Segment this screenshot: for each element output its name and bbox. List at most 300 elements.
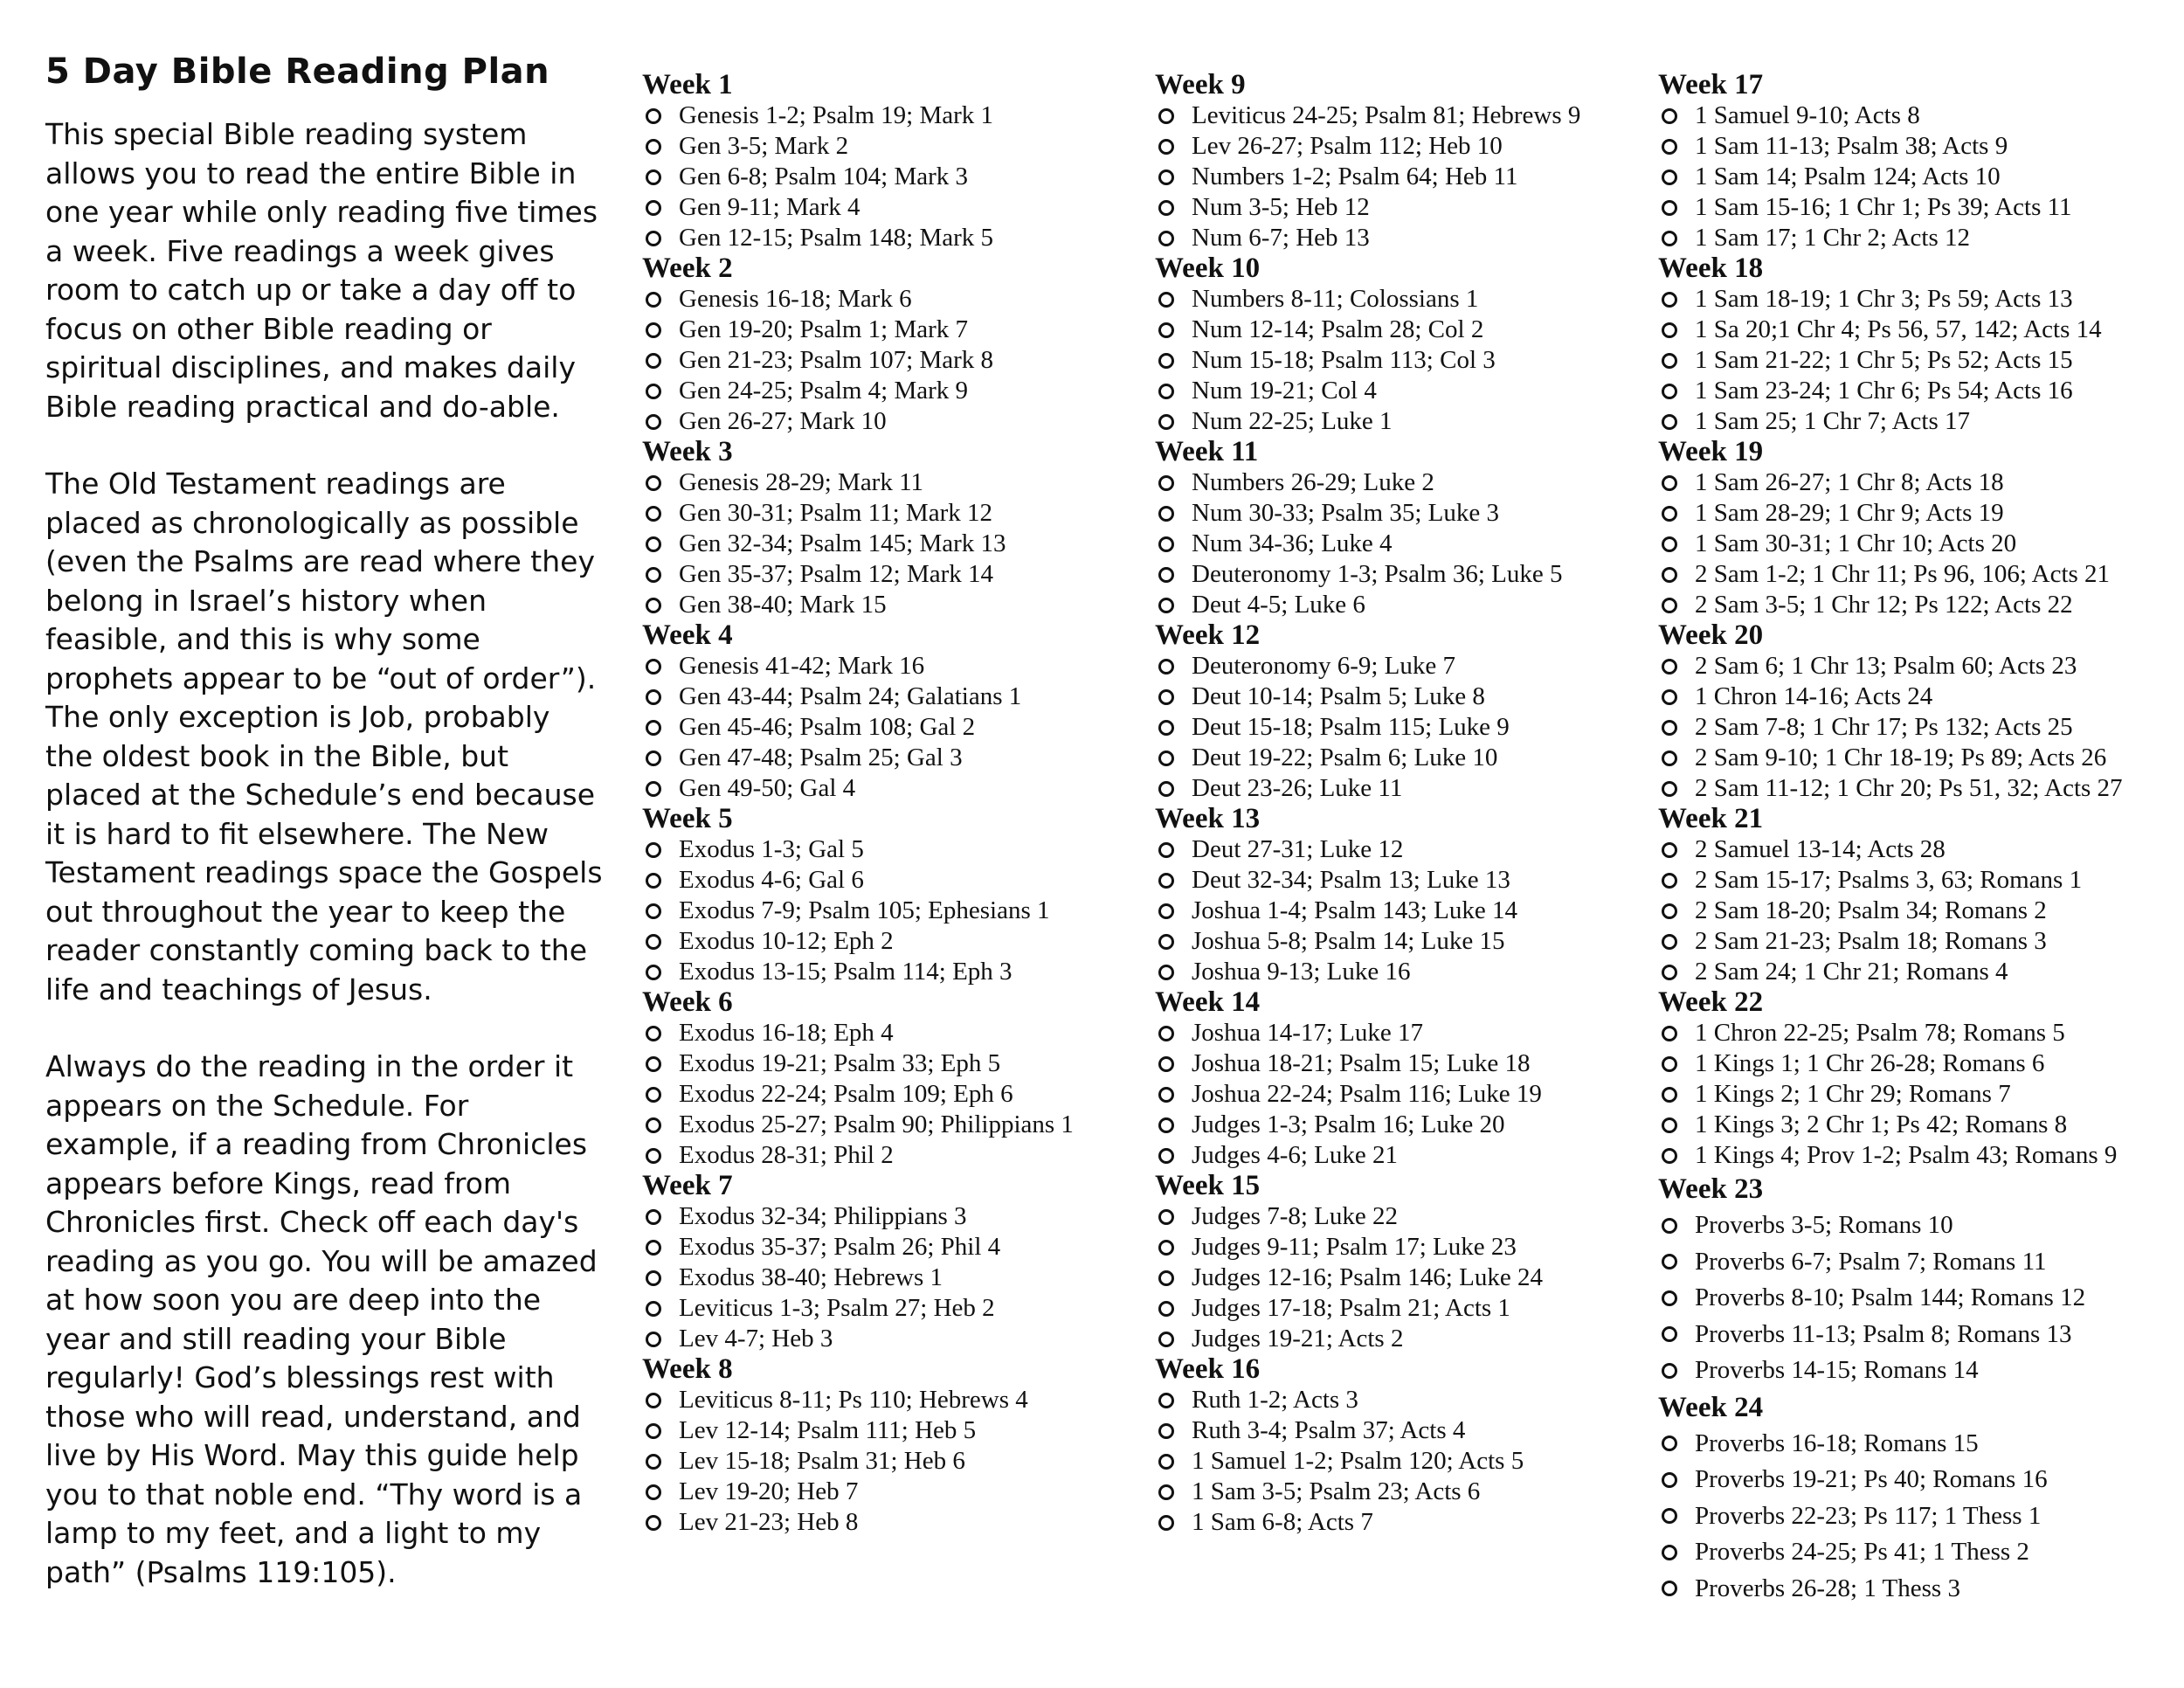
checkbox-circle-icon[interactable]	[1158, 139, 1174, 155]
checkbox-circle-icon[interactable]	[1158, 873, 1174, 889]
checkbox-circle-icon[interactable]	[646, 1454, 661, 1470]
reading-text: Judges 12-16; Psalm 146; Luke 24	[1192, 1263, 1543, 1291]
reading-text: 1 Sa 20;1 Chr 4; Ps 56, 57, 142; Acts 14	[1695, 315, 2102, 343]
checkbox-circle-icon[interactable]	[1158, 1423, 1174, 1439]
checkbox-circle-icon[interactable]	[646, 781, 661, 797]
reading-text: Joshua 18-21; Psalm 15; Luke 18	[1192, 1049, 1531, 1077]
reading-text: Deut 4-5; Luke 6	[1192, 591, 1365, 619]
week-block	[1155, 253, 1580, 437]
checkbox-circle-icon[interactable]	[1662, 1581, 1677, 1596]
checkbox-circle-icon[interactable]	[1662, 1254, 1677, 1269]
checkbox-circle-icon[interactable]	[1662, 873, 1677, 889]
checkbox-circle-icon[interactable]	[1158, 1484, 1174, 1500]
reading-text: 1 Sam 30-31; 1 Chr 10; Acts 20	[1695, 529, 2017, 557]
checkbox-circle-icon[interactable]	[646, 1270, 661, 1286]
checkbox-circle-icon[interactable]	[1158, 1332, 1174, 1347]
checkbox-circle-icon[interactable]	[1158, 1148, 1174, 1164]
reading-entry	[1155, 957, 1580, 987]
reading-entry	[1155, 1263, 1580, 1293]
reading-text: Gen 12-15; Psalm 148; Mark 5	[679, 224, 994, 252]
checkbox-circle-icon[interactable]	[1662, 1117, 1677, 1133]
checkbox-circle-icon[interactable]	[1662, 842, 1677, 858]
checkbox-circle-icon[interactable]	[646, 108, 661, 124]
reading-entry	[1155, 1415, 1580, 1446]
reading-text: Genesis 1-2; Psalm 19; Mark 1	[679, 101, 994, 129]
reading-text: Gen 45-46; Psalm 108; Gal 2	[679, 713, 976, 741]
checkbox-circle-icon[interactable]	[646, 506, 661, 522]
reading-entry	[1155, 1201, 1580, 1232]
checkbox-circle-icon[interactable]	[1662, 1218, 1677, 1234]
week-block	[1658, 987, 2123, 1171]
reading-entry	[642, 1263, 1074, 1293]
reading-text: Proverbs 26-28; 1 Thess 3	[1695, 1574, 1960, 1602]
reading-text: 2 Sam 1-2; 1 Chr 11; Ps 96, 106; Acts 21	[1695, 560, 2111, 588]
page-title: 5 Day Bible Reading Plan	[45, 52, 550, 92]
reading-text: 1 Sam 3-5; Psalm 23; Acts 6	[1192, 1477, 1481, 1505]
reading-text: Exodus 4-6; Gal 6	[679, 866, 864, 894]
reading-entry	[1658, 223, 2123, 253]
reading-entry	[642, 896, 1074, 926]
reading-text: Gen 9-11; Mark 4	[679, 193, 860, 221]
week-title: Week 5	[642, 803, 733, 834]
week-block	[1155, 1171, 1580, 1354]
checkbox-circle-icon[interactable]	[1662, 475, 1677, 491]
reading-text: 1 Sam 14; Psalm 124; Acts 10	[1695, 163, 2001, 190]
checkbox-circle-icon[interactable]	[1158, 567, 1174, 583]
reading-text: Exodus 13-15; Psalm 114; Eph 3	[679, 958, 1013, 986]
reading-text: Leviticus 1-3; Psalm 27; Heb 2	[679, 1294, 995, 1322]
reading-text: 1 Kings 3; 2 Chr 1; Ps 42; Romans 8	[1695, 1110, 2068, 1138]
reading-text: 2 Sam 7-8; 1 Chr 17; Ps 132; Acts 25	[1695, 713, 2073, 741]
checkbox-circle-icon[interactable]	[1662, 292, 1677, 308]
reading-entry	[642, 1048, 1074, 1079]
reading-entry	[1658, 1426, 2123, 1463]
reading-entry	[1658, 1244, 2123, 1281]
reading-text: Gen 3-5; Mark 2	[679, 132, 849, 160]
reading-text: Numbers 26-29; Luke 2	[1192, 468, 1434, 496]
reading-entry	[1658, 376, 2123, 406]
checkbox-circle-icon[interactable]	[1662, 1508, 1677, 1524]
checkbox-circle-icon[interactable]	[646, 1148, 661, 1164]
reading-entry	[1155, 559, 1580, 590]
reading-entry	[1155, 712, 1580, 743]
reading-text: Gen 43-44; Psalm 24; Galatians 1	[679, 682, 1022, 710]
checkbox-circle-icon[interactable]	[1662, 1472, 1677, 1488]
reading-text: Num 3-5; Heb 12	[1192, 193, 1370, 221]
reading-entry	[642, 162, 1074, 192]
reading-entry	[1658, 100, 2123, 131]
reading-text: Deut 27-31; Luke 12	[1192, 835, 1404, 863]
reading-text: Joshua 9-13; Luke 16	[1192, 958, 1411, 986]
checkbox-circle-icon[interactable]	[1662, 751, 1677, 766]
reading-entry	[1658, 712, 2123, 743]
reading-entry	[1155, 345, 1580, 376]
reading-text: Exodus 38-40; Hebrews 1	[679, 1263, 943, 1291]
reading-entry	[642, 559, 1074, 590]
week-block	[642, 1171, 1074, 1354]
reading-text: Gen 21-23; Psalm 107; Mark 8	[679, 346, 994, 374]
checkbox-circle-icon[interactable]	[1662, 659, 1677, 675]
reading-entry	[642, 1385, 1074, 1415]
reading-text: Gen 38-40; Mark 15	[679, 591, 887, 619]
reading-entry	[1658, 1048, 2123, 1079]
checkbox-circle-icon[interactable]	[1158, 751, 1174, 766]
reading-text: 1 Kings 2; 1 Chr 29; Romans 7	[1695, 1080, 2011, 1108]
checkbox-circle-icon[interactable]	[1158, 1270, 1174, 1286]
week-title: Week 2	[642, 253, 733, 284]
reading-text: 2 Sam 3-5; 1 Chr 12; Ps 122; Acts 22	[1695, 591, 2073, 619]
checkbox-circle-icon[interactable]	[1158, 1393, 1174, 1408]
checkbox-circle-icon[interactable]	[1662, 934, 1677, 950]
checkbox-circle-icon[interactable]	[646, 1087, 661, 1103]
reading-text: Numbers 8-11; Colossians 1	[1192, 285, 1479, 313]
intro-paragraph-3: Always do the reading in the order it appears on the Schedule. For example, if a reading from Chronicles appears before Kings, read from Chronicles first. Check off each day's reading as you go. You will be amazed at how soon you are deep into the year and still reading your Bible regularly! God’s blessings rest with those who will read, understand, and live by His Word. May this guide help you to that noble end. “Thy word is a lamp to my feet, and a light to my path” (Psalms 119:105).	[45, 1049, 598, 1589]
week-block	[1155, 804, 1580, 987]
checkbox-circle-icon[interactable]	[1662, 1363, 1677, 1379]
reading-entry	[1658, 315, 2123, 345]
checkbox-circle-icon[interactable]	[1662, 414, 1677, 430]
reading-entry	[1155, 192, 1580, 223]
week-block	[642, 253, 1074, 437]
checkbox-circle-icon[interactable]	[1662, 108, 1677, 124]
reading-entry	[1155, 590, 1580, 620]
reading-entry	[1658, 1498, 2123, 1535]
reading-entry	[642, 1293, 1074, 1324]
checkbox-circle-icon[interactable]	[646, 231, 661, 246]
reading-text: 2 Sam 24; 1 Chr 21; Romans 4	[1695, 958, 2008, 986]
week-block	[642, 1354, 1074, 1538]
reading-entry	[1658, 1317, 2123, 1353]
reading-entry	[642, 1232, 1074, 1263]
week-title: Week 21	[1658, 803, 1764, 834]
schedule-column-1	[642, 70, 1074, 1538]
checkbox-circle-icon[interactable]	[646, 414, 661, 430]
reading-text: 2 Sam 18-20; Psalm 34; Romans 2	[1695, 896, 2047, 924]
reading-entry	[642, 743, 1074, 773]
checkbox-circle-icon[interactable]	[646, 322, 661, 338]
reading-entry	[1155, 773, 1580, 804]
checkbox-circle-icon[interactable]	[1158, 384, 1174, 399]
checkbox-circle-icon[interactable]	[1662, 169, 1677, 185]
reading-text: Lev 12-14; Psalm 111; Heb 5	[679, 1416, 977, 1444]
checkbox-circle-icon[interactable]	[646, 598, 661, 613]
reading-text: Deut 32-34; Psalm 13; Luke 13	[1192, 866, 1510, 894]
checkbox-circle-icon[interactable]	[1158, 1301, 1174, 1317]
reading-entry	[1155, 865, 1580, 896]
checkbox-circle-icon[interactable]	[1158, 720, 1174, 736]
reading-text: 1 Samuel 1-2; Psalm 120; Acts 5	[1192, 1447, 1524, 1475]
reading-text: Genesis 41-42; Mark 16	[679, 652, 925, 680]
checkbox-circle-icon[interactable]	[1662, 536, 1677, 552]
checkbox-circle-icon[interactable]	[1158, 1240, 1174, 1256]
checkbox-circle-icon[interactable]	[646, 1332, 661, 1347]
reading-text: Ruth 1-2; Acts 3	[1192, 1386, 1358, 1414]
reading-text: 1 Sam 15-16; 1 Chr 1; Ps 39; Acts 11	[1695, 193, 2072, 221]
reading-text: 1 Kings 4; Prov 1-2; Psalm 43; Romans 9	[1695, 1141, 2118, 1169]
checkbox-circle-icon[interactable]	[646, 1484, 661, 1500]
reading-entry	[1658, 773, 2123, 804]
checkbox-circle-icon[interactable]	[1662, 598, 1677, 613]
checkbox-circle-icon[interactable]	[1662, 506, 1677, 522]
checkbox-circle-icon[interactable]	[1158, 842, 1174, 858]
reading-entry	[642, 1507, 1074, 1538]
week-block	[1658, 1171, 2123, 1389]
checkbox-circle-icon[interactable]	[1158, 1056, 1174, 1072]
checkbox-circle-icon[interactable]	[646, 292, 661, 308]
reading-text: 1 Sam 28-29; 1 Chr 9; Acts 19	[1695, 499, 2004, 527]
intro-paragraph-1: This special Bible reading system allows you to read the entire Bible in one year while only reading five times a week. Five readings a week gives room to catch up or take a day off to focus on other Bible reading or spiritual disciplines, and makes daily Bible reading practical and do-able.	[45, 117, 598, 424]
reading-text: Num 15-18; Psalm 113; Col 3	[1192, 346, 1496, 374]
checkbox-circle-icon[interactable]	[646, 1301, 661, 1317]
reading-text: Deut 10-14; Psalm 5; Luke 8	[1192, 682, 1485, 710]
checkbox-circle-icon[interactable]	[646, 353, 661, 369]
reading-text: 1 Chron 22-25; Psalm 78; Romans 5	[1695, 1019, 2065, 1047]
checkbox-circle-icon[interactable]	[646, 475, 661, 491]
reading-entry	[642, 1140, 1074, 1171]
checkbox-circle-icon[interactable]	[646, 1515, 661, 1531]
reading-entry	[642, 192, 1074, 223]
reading-text: Joshua 22-24; Psalm 116; Luke 19	[1192, 1080, 1542, 1108]
week-title: Week 8	[642, 1353, 733, 1385]
checkbox-circle-icon[interactable]	[1158, 1454, 1174, 1470]
reading-entry	[642, 315, 1074, 345]
checkbox-circle-icon[interactable]	[1158, 414, 1174, 430]
checkbox-circle-icon[interactable]	[646, 873, 661, 889]
reading-entry	[1155, 1507, 1580, 1538]
week-title: Week 14	[1155, 986, 1261, 1018]
reading-text: 1 Sam 25; 1 Chr 7; Acts 17	[1695, 407, 1970, 435]
checkbox-circle-icon[interactable]	[646, 1423, 661, 1439]
reading-text: Exodus 35-37; Psalm 26; Phil 4	[679, 1233, 1001, 1261]
reading-entry	[1155, 1079, 1580, 1110]
checkbox-circle-icon[interactable]	[1158, 934, 1174, 950]
week-title: Week 4	[642, 619, 733, 651]
schedule-column-2	[1155, 70, 1580, 1538]
checkbox-circle-icon[interactable]	[646, 1240, 661, 1256]
reading-text: 2 Samuel 13-14; Acts 28	[1695, 835, 1946, 863]
checkbox-circle-icon[interactable]	[1158, 231, 1174, 246]
reading-text: 1 Sam 18-19; 1 Chr 3; Ps 59; Acts 13	[1695, 285, 2073, 313]
checkbox-circle-icon[interactable]	[1158, 108, 1174, 124]
reading-entry	[1658, 162, 2123, 192]
checkbox-circle-icon[interactable]	[1158, 1117, 1174, 1133]
checkbox-circle-icon[interactable]	[1662, 1326, 1677, 1342]
reading-text: 1 Sam 26-27; 1 Chr 8; Acts 18	[1695, 468, 2004, 496]
reading-entry	[1155, 1446, 1580, 1477]
checkbox-circle-icon[interactable]	[1158, 659, 1174, 675]
reading-entry	[1155, 406, 1580, 437]
reading-entry	[642, 100, 1074, 131]
checkbox-circle-icon[interactable]	[1662, 965, 1677, 980]
checkbox-circle-icon[interactable]	[1158, 965, 1174, 980]
checkbox-circle-icon[interactable]	[646, 720, 661, 736]
reading-entry	[642, 529, 1074, 559]
checkbox-circle-icon[interactable]	[1662, 1435, 1677, 1451]
reading-entry	[642, 1415, 1074, 1446]
reading-entry	[1155, 1293, 1580, 1324]
reading-text: Exodus 32-34; Philippians 3	[679, 1202, 967, 1230]
reading-text: Lev 26-27; Psalm 112; Heb 10	[1192, 132, 1503, 160]
checkbox-circle-icon[interactable]	[646, 1026, 661, 1041]
reading-entry	[1155, 467, 1580, 498]
checkbox-circle-icon[interactable]	[1662, 903, 1677, 919]
reading-text: Exodus 28-31; Phil 2	[679, 1141, 894, 1169]
reading-text: 2 Sam 9-10; 1 Chr 18-19; Ps 89; Acts 26	[1695, 744, 2107, 771]
reading-text: 1 Sam 17; 1 Chr 2; Acts 12	[1695, 224, 1970, 252]
checkbox-circle-icon[interactable]	[646, 200, 661, 216]
reading-text: Gen 32-34; Psalm 145; Mark 13	[679, 529, 1006, 557]
reading-text: Proverbs 14-15; Romans 14	[1695, 1356, 1979, 1384]
checkbox-circle-icon[interactable]	[1662, 322, 1677, 338]
reading-text: Judges 19-21; Acts 2	[1192, 1325, 1404, 1352]
reading-entry	[1658, 896, 2123, 926]
week-block	[1658, 253, 2123, 437]
reading-text: 1 Sam 23-24; 1 Chr 6; Ps 54; Acts 16	[1695, 377, 2073, 405]
reading-entry	[642, 1079, 1074, 1110]
reading-entry	[642, 131, 1074, 162]
reading-entry	[642, 926, 1074, 957]
checkbox-circle-icon[interactable]	[646, 536, 661, 552]
reading-text: Joshua 5-8; Psalm 14; Luke 15	[1192, 927, 1505, 955]
checkbox-circle-icon[interactable]	[1662, 1056, 1677, 1072]
reading-text: Deuteronomy 6-9; Luke 7	[1192, 652, 1456, 680]
reading-entry	[1658, 1352, 2123, 1389]
checkbox-circle-icon[interactable]	[1158, 200, 1174, 216]
checkbox-circle-icon[interactable]	[1158, 598, 1174, 613]
reading-entry	[642, 406, 1074, 437]
reading-entry	[642, 681, 1074, 712]
reading-entry	[1155, 651, 1580, 681]
checkbox-circle-icon[interactable]	[1158, 689, 1174, 705]
checkbox-circle-icon[interactable]	[1158, 1087, 1174, 1103]
reading-text: Genesis 28-29; Mark 11	[679, 468, 924, 496]
reading-text: Gen 49-50; Gal 4	[679, 774, 856, 802]
checkbox-circle-icon[interactable]	[1158, 1209, 1174, 1225]
week-title: Week 9	[1155, 69, 1246, 100]
reading-entry	[1658, 651, 2123, 681]
reading-text: Judges 4-6; Luke 21	[1192, 1141, 1398, 1169]
reading-text: Proverbs 19-21; Ps 40; Romans 16	[1695, 1465, 2048, 1493]
checkbox-circle-icon[interactable]	[1662, 384, 1677, 399]
reading-entry	[1658, 590, 2123, 620]
checkbox-circle-icon[interactable]	[1158, 506, 1174, 522]
reading-text: Lev 19-20; Heb 7	[679, 1477, 859, 1505]
checkbox-circle-icon[interactable]	[1158, 903, 1174, 919]
checkbox-circle-icon[interactable]	[1158, 353, 1174, 369]
checkbox-circle-icon[interactable]	[646, 139, 661, 155]
checkbox-circle-icon[interactable]	[1662, 353, 1677, 369]
checkbox-circle-icon[interactable]	[1662, 1545, 1677, 1560]
reading-entry	[1155, 1110, 1580, 1140]
checkbox-circle-icon[interactable]	[646, 1209, 661, 1225]
reading-entry	[642, 773, 1074, 804]
week-block	[1155, 70, 1580, 253]
week-block	[642, 437, 1074, 620]
reading-entry	[1658, 1110, 2123, 1140]
checkbox-circle-icon[interactable]	[646, 1393, 661, 1408]
reading-text: Num 12-14; Psalm 28; Col 2	[1192, 315, 1484, 343]
checkbox-circle-icon[interactable]	[1158, 536, 1174, 552]
checkbox-circle-icon[interactable]	[646, 384, 661, 399]
reading-entry	[1658, 284, 2123, 315]
reading-entry	[642, 1446, 1074, 1477]
checkbox-circle-icon[interactable]	[1662, 1087, 1677, 1103]
reading-text: Genesis 16-18; Mark 6	[679, 285, 912, 313]
reading-text: 1 Kings 1; 1 Chr 26-28; Romans 6	[1695, 1049, 2045, 1077]
reading-text: Deut 23-26; Luke 11	[1192, 774, 1403, 802]
checkbox-circle-icon[interactable]	[1662, 1290, 1677, 1306]
checkbox-circle-icon[interactable]	[1662, 139, 1677, 155]
checkbox-circle-icon[interactable]	[646, 1056, 661, 1072]
reading-text: Exodus 1-3; Gal 5	[679, 835, 864, 863]
reading-entry	[1155, 1048, 1580, 1079]
reading-text: Num 30-33; Psalm 35; Luke 3	[1192, 499, 1500, 527]
week-block	[1155, 1354, 1580, 1538]
week-title: Week 22	[1658, 986, 1764, 1018]
checkbox-circle-icon[interactable]	[646, 751, 661, 766]
checkbox-circle-icon[interactable]	[1158, 1515, 1174, 1531]
checkbox-circle-icon[interactable]	[1158, 1026, 1174, 1041]
reading-entry	[1155, 131, 1580, 162]
checkbox-circle-icon[interactable]	[646, 169, 661, 185]
checkbox-circle-icon[interactable]	[646, 965, 661, 980]
reading-entry	[642, 1110, 1074, 1140]
week-block	[1658, 804, 2123, 987]
checkbox-circle-icon[interactable]	[1662, 1148, 1677, 1164]
week-title: Week 12	[1155, 619, 1261, 651]
checkbox-circle-icon[interactable]	[646, 659, 661, 675]
checkbox-circle-icon[interactable]	[1662, 720, 1677, 736]
checkbox-circle-icon[interactable]	[1662, 1026, 1677, 1041]
checkbox-circle-icon[interactable]	[1662, 231, 1677, 246]
intro-section	[45, 51, 605, 1592]
reading-entry	[1155, 162, 1580, 192]
checkbox-circle-icon[interactable]	[646, 1117, 661, 1133]
reading-entry	[1155, 1385, 1580, 1415]
checkbox-circle-icon[interactable]	[1158, 781, 1174, 797]
reading-entry	[1658, 529, 2123, 559]
reading-entry	[642, 865, 1074, 896]
checkbox-circle-icon[interactable]	[646, 934, 661, 950]
checkbox-circle-icon[interactable]	[1158, 475, 1174, 491]
checkbox-circle-icon[interactable]	[1158, 169, 1174, 185]
reading-entry	[642, 957, 1074, 987]
reading-text: Gen 24-25; Psalm 4; Mark 9	[679, 377, 969, 405]
reading-entry	[642, 376, 1074, 406]
checkbox-circle-icon[interactable]	[1662, 200, 1677, 216]
checkbox-circle-icon[interactable]	[646, 842, 661, 858]
reading-entry	[642, 345, 1074, 376]
week-title: Week 15	[1155, 1170, 1261, 1201]
checkbox-circle-icon[interactable]	[1158, 292, 1174, 308]
reading-entry	[642, 712, 1074, 743]
reading-text: Num 19-21; Col 4	[1192, 377, 1377, 405]
checkbox-circle-icon[interactable]	[646, 903, 661, 919]
reading-entry	[1658, 1018, 2123, 1048]
week-title: Week 13	[1155, 803, 1261, 834]
reading-entry	[1155, 834, 1580, 865]
checkbox-circle-icon[interactable]	[646, 567, 661, 583]
reading-entry	[1658, 681, 2123, 712]
checkbox-circle-icon[interactable]	[1662, 781, 1677, 797]
reading-entry	[642, 1477, 1074, 1507]
checkbox-circle-icon[interactable]	[1158, 322, 1174, 338]
reading-text: Proverbs 6-7; Psalm 7; Romans 11	[1695, 1247, 2047, 1276]
checkbox-circle-icon[interactable]	[1662, 689, 1677, 705]
checkbox-circle-icon[interactable]	[1662, 567, 1677, 583]
reading-entry	[1155, 743, 1580, 773]
checkbox-circle-icon[interactable]	[646, 689, 661, 705]
